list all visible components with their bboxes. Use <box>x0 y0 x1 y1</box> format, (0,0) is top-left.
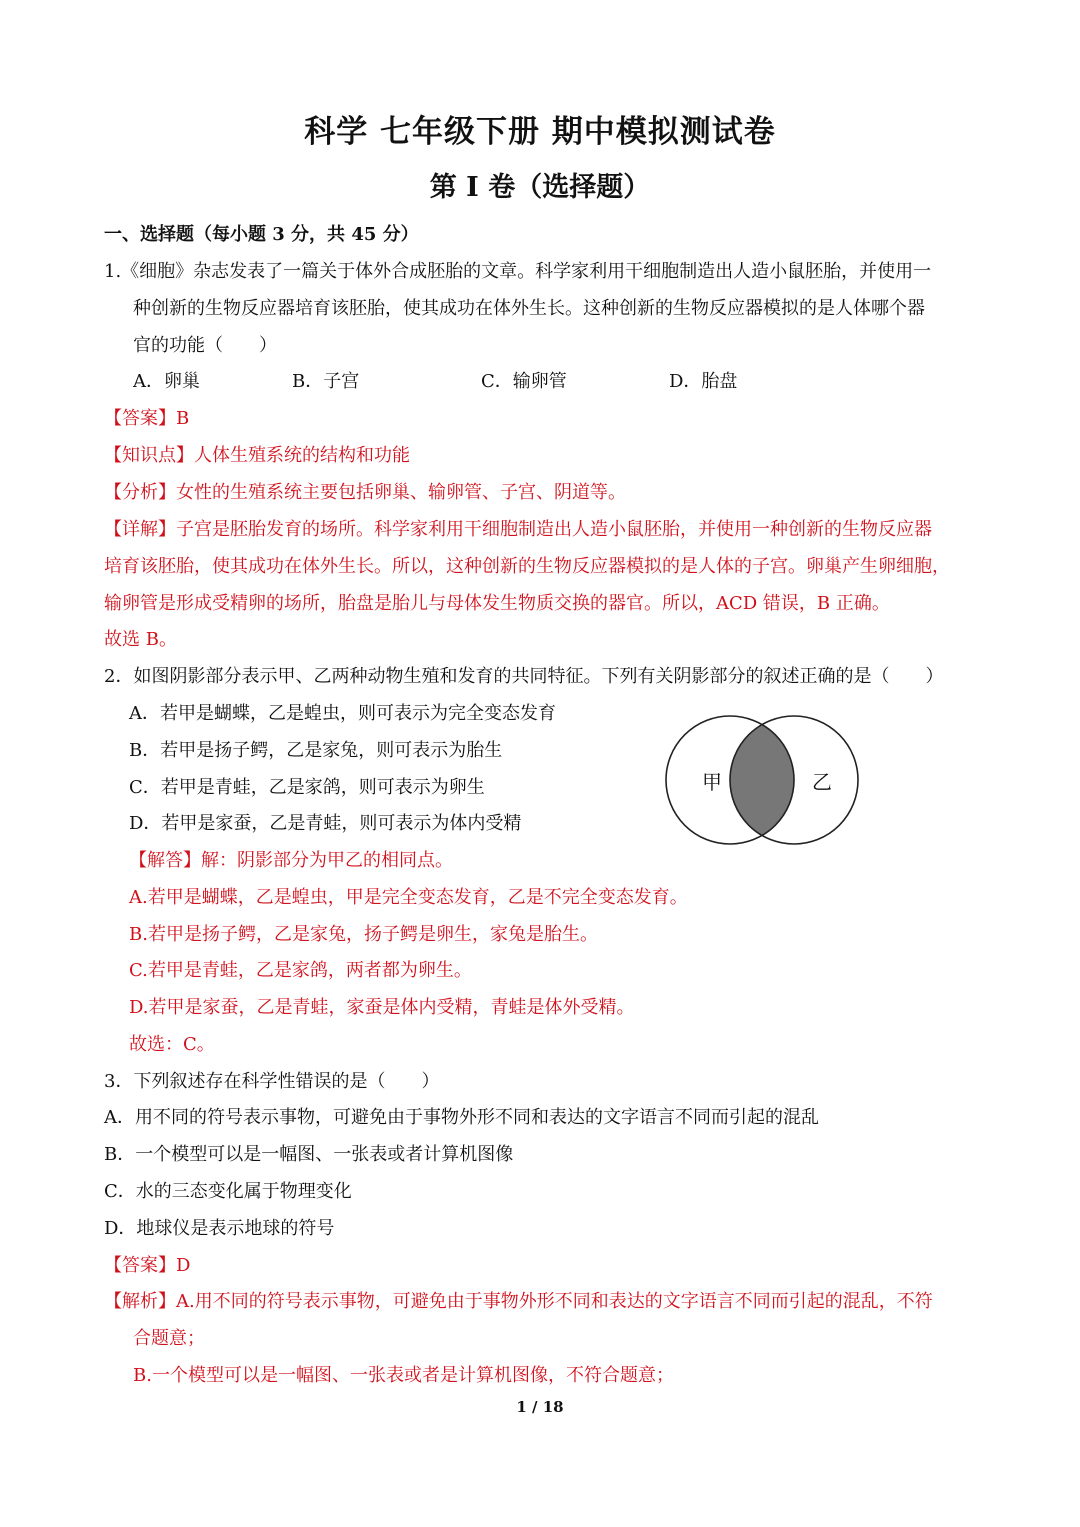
q2-solution-c: C.若甲是青蛙，乙是家鸽，两者都为卵生。 <box>129 960 472 981</box>
q1-detail-line-2: 培育该胚胎，使其成功在体外生长。所以，这种创新的生物反应器模拟的是人体的子宫。卵巢产生卵细胞， <box>104 556 950 577</box>
answer-value: B <box>176 408 190 429</box>
detail-tag: 【详解】 <box>104 519 176 540</box>
q1-option-d: D．胎盘 <box>669 371 738 392</box>
knowledge-value: 人体生殖系统的结构和功能 <box>194 445 410 466</box>
q2-solution-a: A.若甲是蝴蝶，乙是蝗虫，甲是完全变态发育，乙是不完全变态发育。 <box>129 887 688 908</box>
q1-option-b: B．子宫 <box>292 371 360 392</box>
q2-solution-choice: 故选：C。 <box>129 1034 215 1055</box>
explain-tag: 【解析】 <box>104 1291 176 1312</box>
q3-explain-line-2: 合题意； <box>133 1328 205 1349</box>
detail-text: 子宫是胚胎发育的场所。科学家利用干细胞制造出人造小鼠胚胎，并使用一种创新的生物反应器 <box>176 519 932 540</box>
page-subtitle: 第 I 卷（选择题） <box>429 172 651 203</box>
analysis-tag: 【分析】 <box>104 482 176 503</box>
knowledge-tag: 【知识点】 <box>104 445 194 466</box>
q1-stem-line-1: 1.《细胞》杂志发表了一篇关于体外合成胚胎的文章。科学家利用干细胞制造出人造小鼠胚胎，并使用一 <box>104 261 932 282</box>
q2-option-b: B．若甲是扬子鳄，乙是家兔，则可表示为胎生 <box>129 740 503 761</box>
venn-diagram <box>662 714 862 854</box>
analysis-value: 女性的生殖系统主要包括卵巢、输卵管、子宫、阴道等。 <box>176 482 626 503</box>
q1-detail-line-1 <box>104 519 932 541</box>
q1-detail-line-4: 故选 B。 <box>104 629 177 650</box>
q3-explain-line-1 <box>104 1291 933 1313</box>
q1-analysis <box>104 482 626 504</box>
q1-stem-line-2: 种创新的生物反应器培育该胚胎，使其成功在体外生长。这种创新的生物反应器模拟的是人体哪个器 <box>133 298 925 319</box>
q1-option-a: A．卵巢 <box>133 371 200 392</box>
answer-value: D <box>176 1255 191 1276</box>
answer-tag: 【答案】 <box>104 408 176 429</box>
venn-label-left: 甲 <box>702 770 722 794</box>
q3-option-a: A．用不同的符号表示事物，可避免由于事物外形不同和表达的文字语言不同而引起的混乱 <box>104 1107 819 1128</box>
q1-option-c: C．输卵管 <box>481 371 567 392</box>
q2-option-a: A．若甲是蝴蝶，乙是蝗虫，则可表示为完全变态发育 <box>129 703 556 724</box>
venn-label-right: 乙 <box>812 770 832 794</box>
q3-explain-line-3: B.一个模型可以是一幅图、一张表或者是计算机图像，不符合题意； <box>133 1365 674 1386</box>
page-number: 1 / 18 <box>516 1398 564 1416</box>
section-heading: 一、选择题（每小题 3 分，共 45 分） <box>104 224 419 245</box>
q2-solution-d: D.若甲是家蚕，乙是青蛙，家蚕是体内受精，青蛙是体外受精。 <box>129 997 635 1018</box>
page-title: 科学 七年级下册 期中模拟测试卷 <box>304 114 776 150</box>
q3-stem: 3．下列叙述存在科学性错误的是（ ） <box>104 1071 440 1092</box>
q1-answer <box>104 408 189 430</box>
q2-option-c: C．若甲是青蛙，乙是家鸽，则可表示为卵生 <box>129 777 485 798</box>
q1-knowledge <box>104 445 410 467</box>
q3-option-b: B．一个模型可以是一幅图、一张表或者计算机图像 <box>104 1144 514 1165</box>
q1-stem-line-3: 官的功能（ ） <box>133 335 277 356</box>
q2-option-d: D．若甲是家蚕，乙是青蛙，则可表示为体内受精 <box>129 813 522 834</box>
q1-detail-line-3: 输卵管是形成受精卵的场所，胎盘是胎儿与母体发生物质交换的器官。所以，ACD 错误，B 正确。 <box>104 593 890 614</box>
q3-option-d: D．地球仪是表示地球的符号 <box>104 1218 335 1239</box>
q3-option-c: C．水的三态变化属于物理变化 <box>104 1181 352 1202</box>
solution-tag: 【解答】 <box>129 850 201 871</box>
q2-solution-intro <box>129 850 453 872</box>
q2-solution-b: B.若甲是扬子鳄，乙是家兔，扬子鳄是卵生，家兔是胎生。 <box>129 924 598 945</box>
explain-text: A.用不同的符号表示事物，可避免由于事物外形不同和表达的文字语言不同而引起的混乱，不符 <box>176 1291 933 1312</box>
q3-answer <box>104 1255 190 1277</box>
solution-intro-text: 解：阴影部分为甲乙的相同点。 <box>201 850 453 871</box>
answer-tag: 【答案】 <box>104 1255 176 1276</box>
q2-stem: 2．如图阴影部分表示甲、乙两种动物生殖和发育的共同特征。下列有关阴影部分的叙述正确的是（ ） <box>104 666 944 687</box>
